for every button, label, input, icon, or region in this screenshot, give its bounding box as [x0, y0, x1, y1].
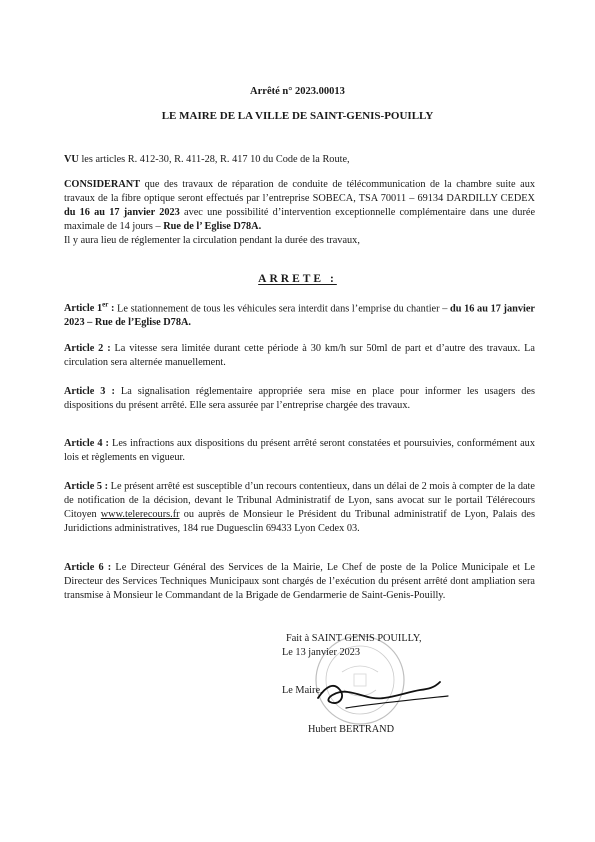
decision-title-text: ARRETE : — [258, 273, 337, 285]
signature-place: Fait à SAINT GENIS POUILLY, — [286, 633, 422, 644]
article-6-text: Le Directeur Général des Services de la Mairie, Le Chef de poste de la Police Municipale et Le Directeur des Services Techniques Municipaux sont chargés de l’exécution du présent arrêté dont ampliation sera transmise à Monsieur le Commandant de la Brigade de Gendarmerie de Saint-Genis-Pouilly. — [64, 562, 535, 601]
article-4 — [64, 437, 535, 465]
mayor-signature-icon — [300, 668, 460, 718]
article-3 — [64, 385, 535, 413]
signature-date: Le 13 janvier 2023 — [282, 647, 361, 658]
article-5-text-b: ou auprès de Monsieur le Président du Tribunal administratif de Lyon, Palais des Juridictions administratives, 184 rue Duguesclin 69433 Lyon Cedex 03. — [64, 509, 535, 534]
vu-paragraph — [64, 153, 535, 167]
telerecours-link[interactable]: www.telerecours.fr — [100, 509, 180, 520]
article-5-label: Article 5 : — [64, 481, 109, 492]
decision-title — [0, 273, 595, 285]
article-1-label: Article 1er : — [64, 301, 115, 315]
article-3-text: La signalisation réglementaire appropriée sera mise en place pour informer les usagers des dispositions du présent arrêté. Elle sera assurée par l’entreprise chargée des travaux. — [64, 386, 535, 411]
regulation-note: Il y aura lieu de réglementer la circulation pendant la durée des travaux, — [64, 235, 360, 246]
considerant-location: Rue de l’ Eglise D78A. — [163, 221, 262, 232]
vu-text: les articles R. 412-30, R. 411-28, R. 417 10 du Code de la Route, — [78, 154, 350, 165]
considerant-text-b: avec une possibilité d’intervention exceptionnelle complémentaire dans une durée maximale de 14 jours – — [64, 207, 536, 232]
issuing-authority: LE MAIRE DE LA VILLE DE SAINT-GENIS-POUILLY — [161, 110, 434, 122]
considerant-paragraph — [64, 178, 535, 248]
article-1 — [64, 298, 535, 330]
article-2 — [64, 342, 535, 370]
considerant-text-a: que des travaux de réparation de conduite de télécommunication de la chambre suite aux travaux de la fibre optique seront effectués par l’entreprise SOBECA, TSA 70011 – 69134 DARDILLY CEDEX — [64, 179, 535, 204]
article-1-dates: du 16 au 17 janvier 2023 – Rue de l’Eglise D78A. — [64, 303, 535, 329]
article-5 — [64, 480, 535, 536]
article-1-text: Le stationnement de tous les véhicules sera interdit dans l’emprise du chantier – — [114, 303, 450, 315]
article-2-label: Article 2 : — [64, 343, 111, 354]
article-2-text: La vitesse sera limitée durant cette période à 30 km/h sur 50ml de part et d’autre des travaux. La circulation sera alternée manuellement. — [64, 343, 535, 368]
considerant-dates: du 16 au 17 janvier 2023 — [64, 207, 180, 218]
article-4-label: Article 4 : — [64, 438, 109, 449]
decree-number: Arrêté n° 2023.00013 — [250, 86, 345, 97]
article-5-text-a: Le présent arrêté est susceptible d’un recours contentieux, dans un délai de 2 mois à compter de la date de notification de la décision, devant le Tribunal Administratif de Lyon, sans avocat sur le portail Télérecours Citoyen — [64, 481, 535, 520]
article-6-label: Article 6 : — [64, 562, 112, 573]
article-6 — [64, 561, 535, 603]
considerant-label: CONSIDERANT — [64, 179, 141, 190]
vu-label: VU — [64, 154, 79, 165]
signature-role: Le Maire, — [282, 685, 323, 696]
article-4-text: Les infractions aux dispositions du présent arrêté seront constatées et poursuivies, conformément aux lois et règlements en vigueur. — [64, 438, 535, 463]
article-3-label: Article 3 : — [64, 386, 115, 397]
signatory-name: Hubert BERTRAND — [308, 724, 395, 735]
